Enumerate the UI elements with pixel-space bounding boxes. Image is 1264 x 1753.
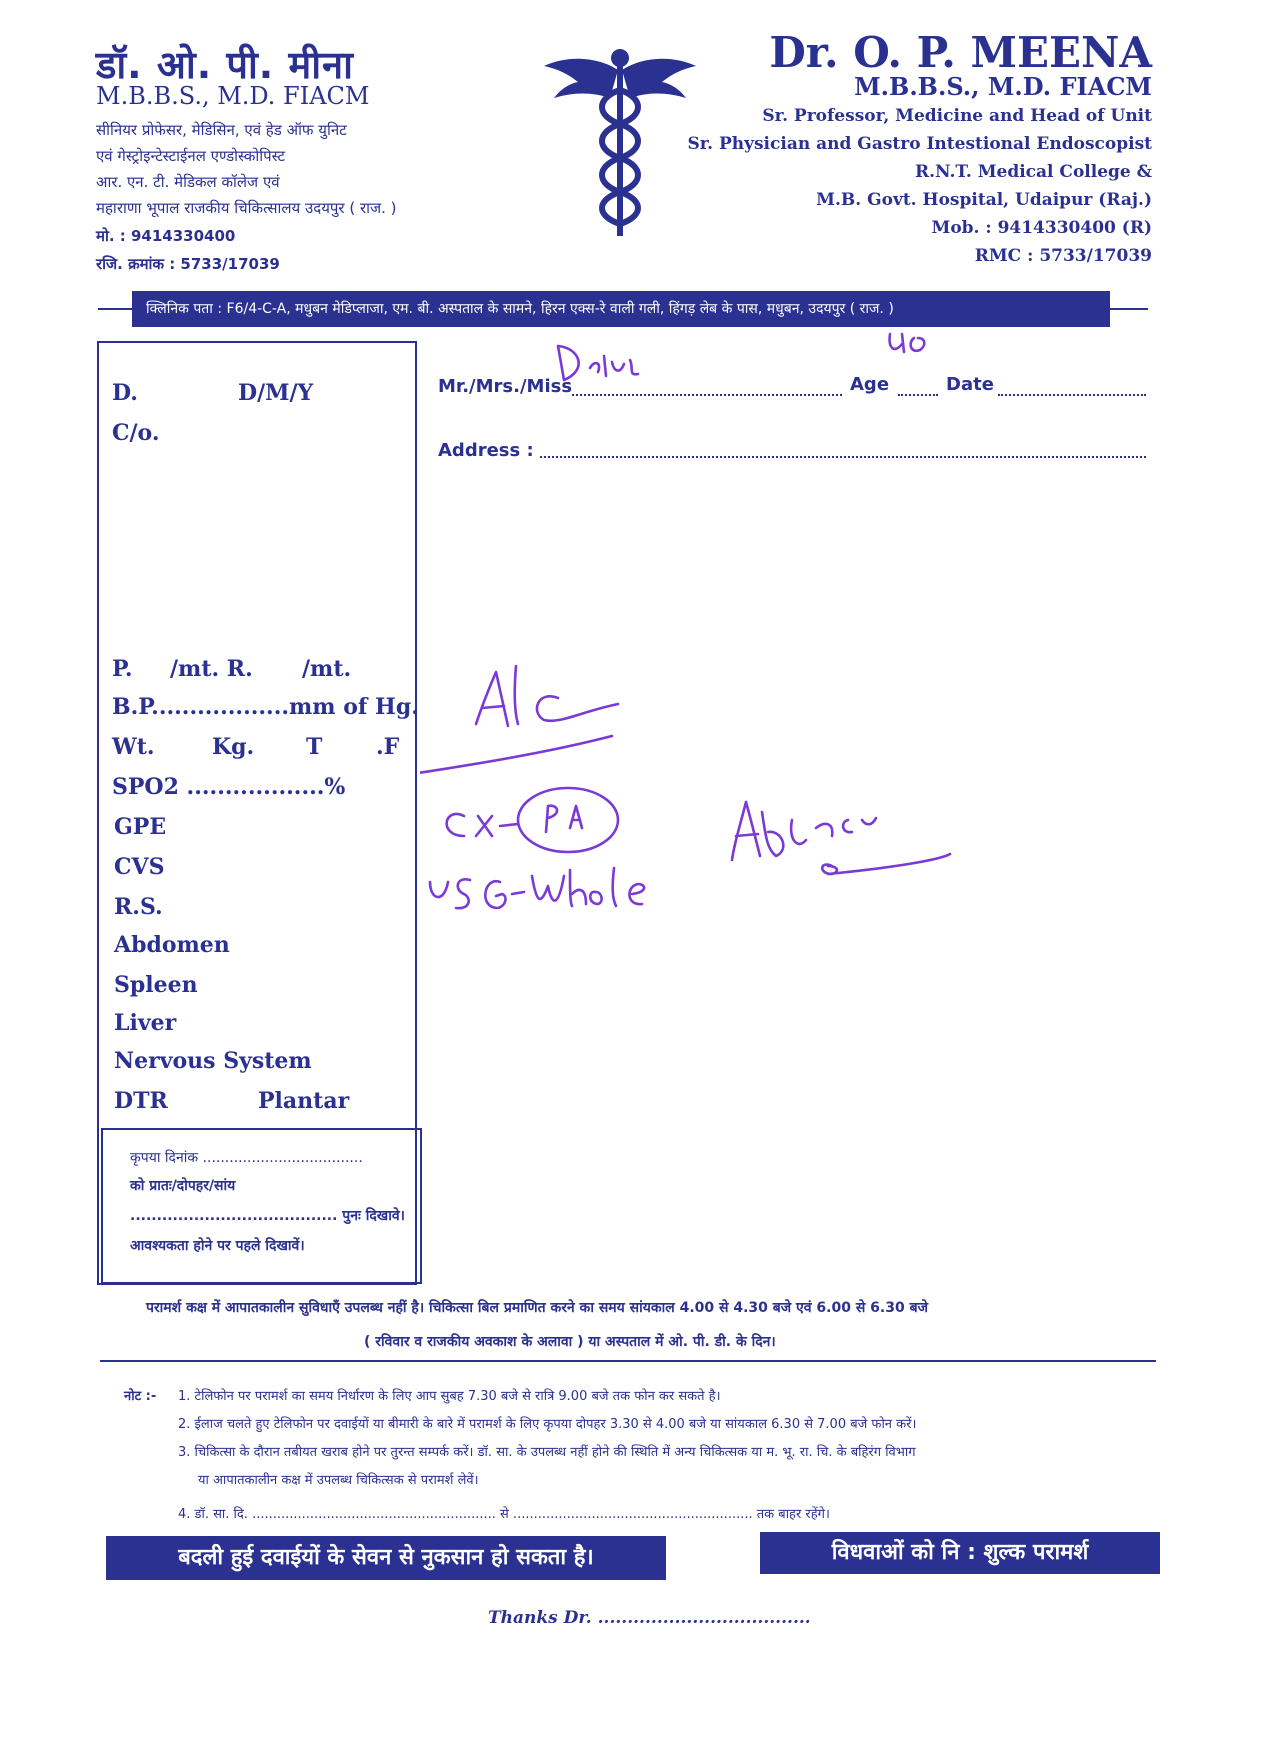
note-line-3 (430, 879, 524, 908)
note-underline (822, 854, 950, 874)
bp-label: B.P..................mm of Hg. (112, 694, 419, 720)
followup-date-line: कृपया दिनांक .................................... (130, 1150, 363, 1166)
spo2-label: SPO2 ..................% (112, 774, 346, 800)
caduceus-icon (540, 40, 700, 240)
pulse-unit: /mt. R. (170, 656, 253, 682)
patient-name-label: Mr./Mrs./Miss (438, 376, 573, 397)
age-label: Age (850, 374, 890, 395)
dtr-label: DTR (114, 1088, 168, 1114)
college-hindi: आर. एन. टी. मेडिकल कॉलेज एवं (96, 173, 280, 191)
exam-spleen: Spleen (114, 972, 198, 998)
note-4: 4. डॉ. सा. दि. ........................................................... से .......................................................... तक बाहर रहेंगे। (178, 1507, 830, 1522)
note-2: 2. ईलाज चलते हुए टेलिफोन पर दवाईयों या बीमारी के बारे में परामर्श के लिए कृपया दोपहर 3.30 से 4.00 बजे या सांयकाल 6.30 से 7.00 बजे फोन करें। (178, 1417, 917, 1432)
fahrenheit-label: .F (376, 734, 400, 760)
exam-abdomen: Abdomen (114, 932, 230, 958)
note-line-1 (476, 666, 618, 726)
note-3a: 3. चिकित्सा के दौरान तबीयत खराब होने पर तुरन्त सम्पर्क करें। डॉ. सा. के उपलब्ध नहीं होने की स्थिति में अन्य चिकित्सक या म. भू. रा. चि. के बहिरंग विभाग (178, 1445, 916, 1460)
degree-hindi-side: M.B.B.S., M.D. FIACM (96, 82, 370, 110)
note-line-2 (447, 814, 518, 836)
pulse-label: P. (112, 656, 133, 682)
exam-liver: Liver (114, 1010, 177, 1036)
handwritten-notes (420, 320, 1140, 980)
mobile-english: Mob. : 9414330400 (R) (931, 218, 1152, 238)
rmc-english: RMC : 5733/17039 (974, 246, 1152, 266)
college-english: R.N.T. Medical College & (914, 162, 1152, 182)
temperature-label: T (306, 734, 323, 760)
patient-name-scribble (558, 346, 638, 380)
exam-cvs: CVS (114, 854, 165, 880)
degree-english: M.B.B.S., M.D. FIACM (854, 72, 1152, 101)
exam-nervous-system: Nervous System (114, 1048, 312, 1074)
followup-revisit-line: ....................................... पुनः दिखावे। (130, 1208, 405, 1224)
designation-english-1: Sr. Professor, Medicine and Head of Unit (762, 106, 1152, 126)
exam-gpe: GPE (114, 814, 167, 840)
hospital-hindi: महाराणा भूपाल राजकीय चिकित्सालय उदयपुर ( राज. ) (96, 199, 397, 217)
emergency-note-line-1: परामर्श कक्ष में आपातकालीन सुविधाएँ उपलब्ध नहीं है। चिकित्सा बिल प्रमाणित करने का समय सांयकाल 4.00 से 4.30 बजे एवं 6.00 से 6.30 बजे (146, 1300, 928, 1316)
kg-label: Kg. (212, 734, 255, 760)
note-circle (518, 788, 618, 852)
note-arrow-line (420, 736, 612, 780)
plantar-label: Plantar (258, 1088, 350, 1114)
exam-rs: R.S. (114, 894, 163, 920)
age-scribble (890, 334, 925, 352)
dmy-label: D/M/Y (238, 380, 314, 406)
doctor-name-english: Dr. O. P. MEENA (769, 28, 1152, 77)
co-label: C/o. (112, 420, 160, 446)
doctor-name-hindi: डॉ. ओ. पी. मीना (96, 43, 354, 87)
clinic-address: क्लिनिक पता : F6/4-C-A, मधुबन मेडिप्लाजा, एम. बी. अस्पताल के सामने, हिरन एक्स-रे वाली गली, हिंगड़ लेब के पास, मधुबन, उदयपुर ( राज. ) (132, 291, 1110, 327)
thanks-line: Thanks Dr. .................................... (488, 1608, 811, 1628)
followup-time-line: को प्रातः/दोपहर/सांय (130, 1178, 236, 1194)
hospital-english: M.B. Govt. Hospital, Udaipur (Raj.) (816, 190, 1152, 210)
d-label: D. (112, 380, 138, 406)
date-label: Date (946, 374, 994, 395)
address-label: Address : (438, 440, 534, 461)
emergency-note-line-2: ( रविवार व राजकीय अवकाश के अलावा ) या अस्पताल में ओ. पी. डी. के दिन। (364, 1334, 776, 1350)
registration-hindi: रजि. क्रमांक : 5733/17039 (96, 255, 280, 273)
mobile-hindi: मो. : 9414330400 (96, 227, 236, 245)
designation-hindi-1: सीनियर प्रोफेसर, मेडिसिन, एवं हेड ऑफ युनिट (96, 121, 347, 139)
notes-rule (100, 1360, 1156, 1362)
followup-early-line: आवश्यकता होने पर पहले दिखावें। (130, 1238, 305, 1254)
notes-prefix: नोट :- (124, 1389, 157, 1404)
designation-english-2: Sr. Physician and Gastro Intestional Endoscopist (687, 134, 1152, 154)
resp-unit: /mt. (302, 656, 352, 682)
warning-banner: बदली हुई दवाईयों के सेवन से नुकसान हो सकता है। (106, 1536, 666, 1580)
designation-hindi-2: एवं गेस्ट्रोइन्टेस्टाईनल एण्डोस्कोपिस्ट (96, 147, 286, 165)
note-3b: या आपातकालीन कक्ष में उपलब्ध चिकित्सक से परामर्श लेवें। (198, 1473, 479, 1488)
note-1: 1. टेलिफोन पर परामर्श का समय निर्धारण के लिए आप सुबह 7.30 बजे से रात्रि 9.00 बजे तक फोन कर सकते है। (178, 1389, 721, 1404)
weight-label: Wt. (112, 734, 155, 760)
free-consultation-banner: विधवाओं को नि : शुल्क परामर्श (760, 1532, 1160, 1574)
